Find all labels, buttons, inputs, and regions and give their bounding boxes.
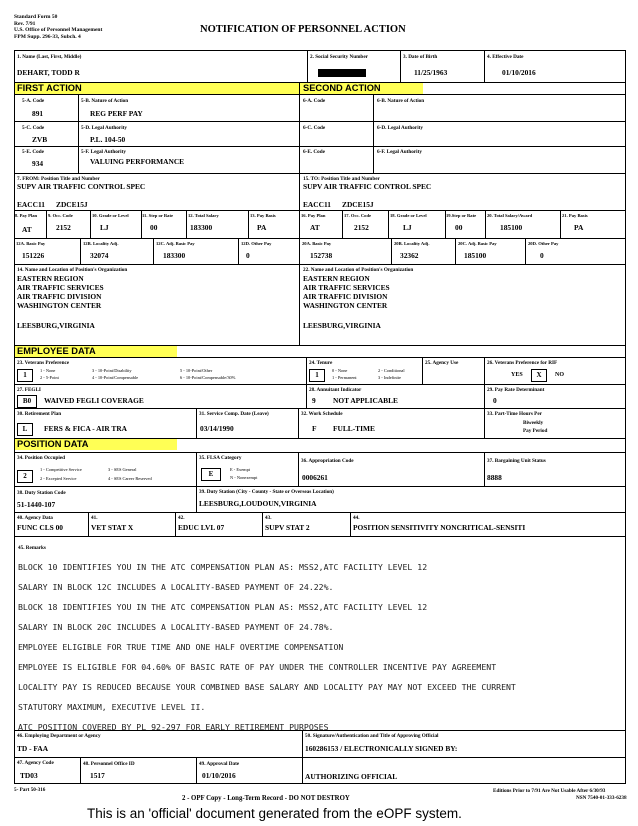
agency-code: TD03 [20, 771, 38, 780]
block-42: EDUC LVL 07 [178, 523, 225, 532]
agency-code-label: 47. Agency Code [17, 760, 54, 766]
first-action-heading: FIRST ACTION [15, 83, 301, 94]
personnel-office-id: 1517 [90, 771, 105, 780]
ssn-redacted: XXXXXXXXY [318, 68, 367, 77]
to-position-title: SUPV AIR TRAFFIC CONTROL SPEC [303, 182, 432, 191]
form-number: Standard Form 50 [14, 14, 58, 20]
pay-plan: AT [22, 225, 32, 234]
retirement-plan: FERS & FICA - AIR TRA [44, 424, 128, 433]
divider [14, 264, 626, 265]
to-organization [303, 275, 390, 331]
org-line: LEESBURG,VIRGINIA [17, 321, 95, 330]
basic-pay: 151226 [22, 251, 45, 260]
position-occupied-label: 34. Position Occupied [17, 455, 65, 461]
divider [14, 384, 626, 385]
code-5a: 891 [32, 109, 44, 118]
agency-use-label: 25. Agency Use [425, 360, 459, 366]
legal-authority-5d: P.L. 104-50 [90, 135, 126, 144]
to-basic-pay-label: 20A. Basic Pay [302, 241, 332, 246]
form-agency: U.S. Office of Personnel Management [14, 27, 103, 33]
divider [299, 82, 300, 173]
divider [455, 238, 456, 264]
fegli-description: WAIVED FEGLI COVERAGE [44, 396, 144, 405]
divider [262, 512, 263, 536]
to-occ-code-label: 17. Occ. Code [344, 213, 372, 218]
from-org-label: 14. Name and Location of Position's Organization [17, 267, 128, 273]
to-pay-plan: AT [310, 223, 320, 232]
vp-option: 5 - 10-Point/Other [180, 368, 213, 373]
signature-authentication: 160286153 / ELECTRONICALLY SIGNED BY: [305, 744, 458, 753]
dob-label: 3. Date of Birth [403, 54, 438, 60]
vp-option: 3 - 10-Point/Disability [92, 368, 132, 373]
duty-station-label: 39. Duty Station (City - County - State or Overseas Location) [199, 489, 334, 495]
document-title: NOTIFICATION OF PERSONNEL ACTION [200, 24, 406, 35]
effective-date-label: 4. Effective Date [487, 54, 524, 60]
appropriation-code-label: 36. Appropriation Code [301, 458, 354, 464]
divider [14, 173, 626, 174]
to-adj-basic-pay: 185100 [464, 251, 487, 260]
remark-line: EMPLOYEE IS ELIGIBLE FOR 04.60% OF BASIC RATE OF PAY UNDER THE CONTROLLER INCENTIVE PAY AGREEMENT [18, 662, 497, 672]
code-6e-label: 6-E. Code [303, 149, 325, 155]
remark-line: EMPLOYEE ELIGIBLE FOR TRUE TIME AND ONE HALF OVERTIME COMPENSATION [18, 642, 344, 652]
nature-label: 5-B. Nature of Action [81, 98, 129, 104]
employing-agency-label: 46. Employing Department or Agency [17, 733, 101, 739]
to-total-salary: 185100 [500, 223, 523, 232]
annuitant-description: NOT APPLICABLE [333, 396, 398, 405]
to-pay-basis: PA [574, 223, 584, 232]
basic-pay-label: 12A. Basic Pay [16, 241, 46, 246]
divider [560, 210, 561, 238]
org-line: WASHINGTON CENTER [303, 301, 388, 310]
block-41-label: 41. [91, 515, 98, 521]
org-line: WASHINGTON CENTER [17, 301, 102, 310]
to-position-number: EACC11 ZDCE15J [303, 200, 374, 209]
divider [14, 357, 626, 358]
divider [238, 238, 239, 264]
to-other-pay-label: 20D. Other Pay [528, 241, 559, 246]
to-pay-plan-label: 16. Pay Plan [301, 213, 326, 218]
annuitant-label: 28. Annuitant Indicator [309, 387, 362, 393]
form-supplement: FPM Supp. 296-33, Subch. 4 [14, 33, 81, 40]
block-43: SUPV STAT 2 [265, 523, 310, 532]
appropriation-code: 0006261 [302, 473, 328, 482]
tenure-option: 3 - Indefinite [378, 375, 401, 380]
divider [391, 238, 392, 264]
locality-adj-label: 12B. Locality Adj. [83, 241, 119, 246]
locality-adj: 32074 [90, 251, 109, 260]
code-5e: 934 [32, 159, 44, 168]
fegli-code: B0 [17, 395, 37, 408]
from-organization [17, 275, 104, 331]
authorizing-official: AUTHORIZING OFFICIAL [305, 772, 398, 781]
remark-line: STATUTORY MAXIMUM, EXECUTIVE LEVEL II. [18, 702, 206, 712]
position-option: 3 - SES General [108, 467, 137, 472]
org-line: AIR TRAFFIC SERVICES [303, 283, 390, 292]
org-line: EASTERN REGION [17, 274, 84, 283]
code-6a-label: 6-A. Code [303, 98, 326, 104]
divider [484, 357, 485, 438]
rif-pref-label: 26. Veterans Preference for RIF [487, 360, 558, 366]
legal-authority-5f-label: 5-F. Legal Authority [81, 149, 126, 155]
name-label: 1. Name (Last, First, Middle) [17, 54, 82, 60]
divider [14, 238, 626, 239]
total-salary: 183300 [190, 223, 213, 232]
position-option: 2 - Excepted Service [40, 476, 77, 481]
divider [14, 452, 626, 453]
legal-authority-6f-label: 6-F. Legal Authority [377, 149, 422, 155]
remark-line: LOCALITY PAY IS REDUCED BECAUSE YOUR COMBINED BASE SALARY AND LOCALITY PAY MAY NOT EXCEED THE CURRENT [18, 682, 516, 692]
tenure-option: 1 - Permanent [332, 375, 357, 380]
to-org-label: 22. Name and Location of Position's Organization [303, 267, 414, 273]
position-option: 1 - Competitive Service [40, 467, 82, 472]
to-step: 00 [455, 223, 463, 232]
nature-6b-label: 6-B. Nature of Action [377, 98, 425, 104]
annuitant-code: 9 [312, 396, 316, 405]
approval-date: 01/10/2016 [202, 771, 236, 780]
divider [196, 757, 197, 784]
vp-option: 2 - 5-Point [40, 375, 59, 380]
divider [196, 408, 197, 438]
bargaining-unit-label: 37. Bargaining Unit Status [487, 458, 546, 464]
org-line: AIR TRAFFIC DIVISION [17, 292, 102, 301]
divider [400, 50, 401, 82]
grade-label: 10. Grade or Level [92, 213, 129, 218]
divider [88, 512, 89, 536]
divider [78, 94, 79, 173]
block-44: POSITION SENSITIVITY NONCRITICAL-SENSITI [353, 523, 526, 532]
legal-authority-5d-label: 5-D. Legal Authority [81, 125, 127, 131]
second-action-heading: SECOND ACTION [301, 83, 423, 94]
occ-code: 2152 [56, 223, 71, 232]
divider [14, 408, 626, 409]
form-revision: Rev. 7/91 [14, 20, 36, 27]
divider [186, 210, 187, 238]
divider [299, 173, 300, 345]
total-salary-label: 12. Total Salary [188, 213, 219, 218]
step: 00 [150, 223, 158, 232]
remark-line: ATC POSITION COVERED BY PL 92-297 FOR EARLY RETIREMENT PURPOSES [18, 722, 329, 732]
divider [14, 757, 626, 758]
divider [14, 210, 626, 211]
bargaining-unit-status: 8888 [487, 473, 502, 482]
to-total-salary-label: 20. Total Salary/Award [487, 213, 533, 218]
agency-data-label: 40. Agency Data [17, 515, 53, 521]
veterans-pref-value: 1 [17, 369, 33, 382]
effective-date: 01/10/2016 [502, 68, 536, 77]
divider [422, 357, 423, 384]
footer-part: 5- Part 50-316 [14, 787, 46, 793]
org-line: AIR TRAFFIC DIVISION [303, 292, 388, 301]
vp-option: 6 - 10-Point/Compensable/30% [180, 375, 236, 380]
divider [306, 384, 307, 408]
occ-code-label: 9. Occ. Code [48, 213, 73, 218]
flsa-value: E [201, 468, 221, 481]
nsn-number: NSN 7540-01-333-6238 [576, 795, 627, 801]
form-identifier [14, 14, 102, 40]
org-line: EASTERN REGION [303, 274, 370, 283]
divider [248, 210, 249, 238]
divider [153, 238, 154, 264]
work-schedule-label: 32. Work Schedule [301, 411, 343, 417]
to-position-label: 15. TO: Position Title and Number [303, 176, 380, 182]
divider [373, 94, 374, 173]
grade: LJ [100, 223, 109, 232]
edition-notice: Editions Prior to 7/91 Are Not Usable After 6/30/93 [493, 788, 606, 794]
remark-line: BLOCK 18 IDENTIFIES YOU IN THE ATC COMPENSATION PLAN AS: MSS2,ATC FACILITY LEVEL 12 [18, 602, 428, 612]
pay-basis-label: 13. Pay Basis [250, 213, 276, 218]
divider [298, 452, 299, 486]
divider [80, 238, 81, 264]
divider [14, 94, 626, 95]
work-schedule-code: F [312, 424, 317, 433]
code-5a-label: 5-A. Code [22, 98, 45, 104]
vp-option: 1 - None [40, 368, 56, 373]
block-44-label: 44. [353, 515, 360, 521]
flsa-option: E - Exempt [230, 467, 250, 472]
to-locality-adj-label: 20B. Locality Adj. [394, 241, 430, 246]
agency-data: FUNC CLS 00 [17, 523, 63, 532]
other-pay-label: 12D. Other Pay [241, 241, 272, 246]
divider [342, 210, 343, 238]
divider [90, 210, 91, 238]
divider [46, 210, 47, 238]
personnel-office-label: 48. Personnel Office ID [83, 761, 135, 767]
signature-label: 50. Signature/Authentication and Title of Approving Official [305, 733, 439, 739]
divider [306, 357, 307, 384]
remark-line: BLOCK 10 IDENTIFIES YOU IN THE ATC COMPENSATION PLAN AS: MSS2,ATC FACILITY LEVEL 12 [18, 562, 428, 572]
step-label: 11. Step or Rate [142, 213, 174, 218]
service-comp-date: 03/14/1990 [200, 424, 234, 433]
adj-basic-pay: 183300 [163, 251, 186, 260]
divider [525, 238, 526, 264]
position-option: 4 - SES Career Reserved [108, 476, 152, 481]
code-5c-label: 5-C. Code [22, 125, 45, 131]
part-time-biweekly: Biweekly [523, 420, 544, 426]
retirement-plan-label: 30. Retirement Plan [17, 411, 62, 417]
divider [80, 757, 81, 784]
to-step-label: 19.Step or Rate [446, 213, 477, 218]
remark-line: SALARY IN BLOCK 12C INCLUDES A LOCALITY-BASED PAYMENT OF 24.22%. [18, 582, 334, 592]
to-pay-basis-label: 21. Pay Basis [562, 213, 588, 218]
block-43-label: 43. [265, 515, 272, 521]
code-6c-label: 6-C. Code [303, 125, 326, 131]
tenure-label: 24. Tenure [309, 360, 333, 366]
remark-line: SALARY IN BLOCK 20C INCLUDES A LOCALITY-BASED PAYMENT OF 24.78%. [18, 622, 334, 632]
divider [350, 512, 351, 536]
block-41: VET STAT X [91, 523, 134, 532]
ssn-label: 2. Social Security Number [310, 54, 368, 60]
block-42-label: 42. [178, 515, 185, 521]
other-pay: 0 [246, 251, 250, 260]
divider [196, 452, 197, 512]
divider [485, 210, 486, 238]
to-other-pay: 0 [540, 251, 544, 260]
position-occupied-value: 2 [17, 470, 33, 483]
nature-of-action: REG PERF PAY [90, 109, 143, 118]
tenure-option: 0 - None [332, 368, 348, 373]
divider [302, 730, 303, 784]
pay-basis: PA [257, 223, 267, 232]
employing-agency: TD - FAA [17, 744, 49, 753]
org-line: LEESBURG,VIRGINIA [303, 321, 381, 330]
divider [388, 210, 389, 238]
to-grade-label: 18. Grade or Level [390, 213, 427, 218]
divider [307, 50, 308, 82]
flsa-label: 35. FLSA Category [199, 455, 242, 461]
to-adj-basic-pay-label: 20C. Adj. Basic Pay [458, 241, 497, 246]
divider [484, 50, 485, 82]
copy-notice: 2 - OPF Copy - Long-Term Record - DO NOT DESTROY [182, 795, 350, 802]
pay-rate-determinant-label: 29. Pay Rate Determinant [487, 387, 545, 393]
adj-basic-pay-label: 12C. Adj. Basic Pay [156, 241, 195, 246]
remarks-label: 45. Remarks [18, 545, 46, 551]
divider [14, 146, 626, 147]
legal-authority-6d-label: 6-D. Legal Authority [377, 125, 423, 131]
veterans-pref-label: 23. Veterans Preference [17, 360, 70, 366]
code-5c: ZVB [32, 135, 48, 144]
divider [175, 512, 176, 536]
legal-authority-5f: VALUING PERFORMANCE [90, 157, 185, 166]
caption: This is an 'official' document generated from the eOPF system. [87, 806, 462, 821]
divider [14, 486, 626, 487]
divider [14, 121, 626, 122]
divider [484, 452, 485, 486]
to-basic-pay: 152738 [310, 251, 333, 260]
duty-station-code-label: 38. Duty Station Code [17, 490, 66, 496]
part-time-hours-label: 33. Part-Time Hours Per [487, 411, 542, 417]
from-position-number: EACC11 ZDCE15J [17, 200, 88, 209]
tenure-option: 2 - Conditional [378, 368, 405, 373]
date-of-birth: 11/25/1963 [414, 68, 448, 77]
to-grade: LJ [403, 223, 412, 232]
tenure-value: 1 [309, 369, 325, 382]
to-locality-adj: 32362 [400, 251, 419, 260]
divider [14, 536, 626, 537]
pay-rate-determinant: 0 [493, 396, 497, 405]
divider [14, 512, 626, 513]
pay-plan-label: 8. Pay Plan [15, 213, 38, 218]
code-5e-label: 5-E. Code [22, 149, 44, 155]
rif-checkbox[interactable]: X [531, 369, 547, 382]
work-schedule: FULL-TIME [333, 424, 375, 433]
duty-station: LEESBURG,LOUDOUN,VIRGINIA [199, 499, 317, 508]
position-data-heading: POSITION DATA [15, 439, 177, 450]
duty-station-code: 51-1440-107 [17, 500, 56, 509]
vp-option: 4 - 10-Point/Compensable [92, 375, 139, 380]
employee-name: DEHART, TODD R [17, 68, 80, 77]
flsa-option: N - Nonexempt [230, 475, 258, 480]
part-time-pay-period: Pay Period [523, 428, 548, 434]
to-occ-code: 2152 [354, 223, 369, 232]
divider [298, 408, 299, 438]
remarks-text [18, 552, 618, 742]
from-position-label: 7. FROM: Position Title and Number [17, 176, 100, 182]
rif-yes-label: YES [511, 372, 523, 378]
approval-date-label: 49. Approval Date [199, 761, 240, 767]
org-line: AIR TRAFFIC SERVICES [17, 283, 104, 292]
from-position-title: SUPV AIR TRAFFIC CONTROL SPEC [17, 182, 146, 191]
rif-no-label: NO [555, 372, 564, 378]
service-comp-date-label: 31. Service Comp. Date (Leave) [199, 411, 269, 417]
employee-data-heading: EMPLOYEE DATA [15, 346, 177, 357]
fegli-label: 27. FEGLI [17, 387, 41, 393]
retirement-code: L [17, 423, 33, 436]
